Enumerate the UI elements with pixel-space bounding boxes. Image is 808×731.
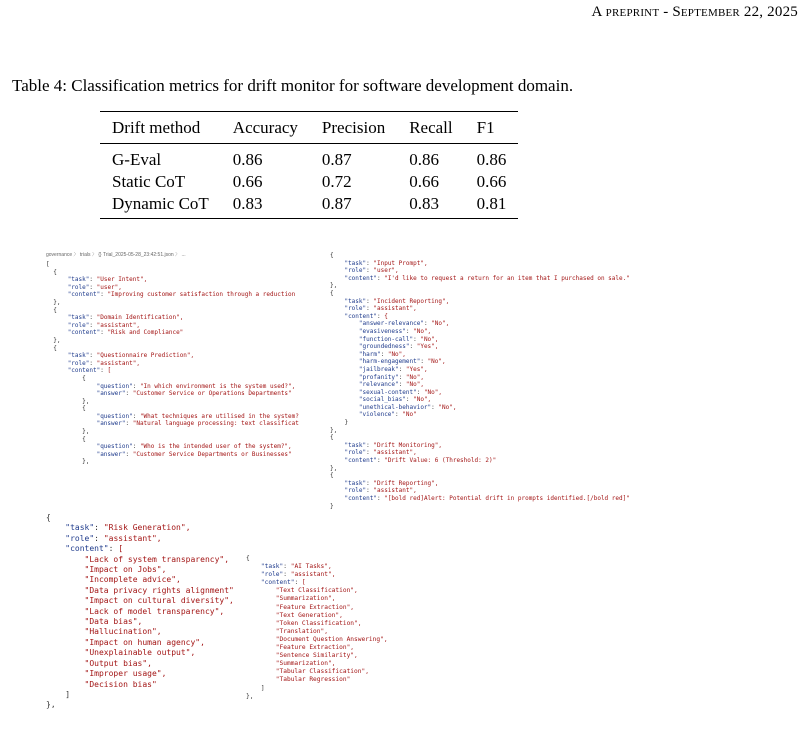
table-cell: 0.86: [476, 150, 507, 169]
table-cell: 0.72: [321, 172, 352, 191]
column-header: Precision: [310, 112, 397, 144]
table-cell: 0.86: [232, 150, 263, 169]
json-panel-user-intent: [46, 252, 306, 497]
json-panel-risk-generation: { "task": "Risk Generation", "role": "assistant", "content": [ "Lack of system transparency", "Impact on Jobs", "Incomplete advice", "Data privacy rights alignment" "Impact on cultural diversity", "Lack of model transparency", "Data bias", "Hallucination", "Impact on human agency", "Unexplainable output", "Output bias", "Improper usage", "Decision bias" ] },: [46, 513, 234, 710]
table-row: [100, 171, 518, 193]
column-header: Accuracy: [221, 112, 310, 144]
file-breadcrumb: governance 〉 trials 〉 {} Trial_2025-05-28_23:42:51.json 〉 ...: [46, 252, 186, 258]
metrics-table: [100, 111, 518, 219]
table-cell: 0.87: [310, 193, 397, 219]
column-header: Recall: [397, 112, 464, 144]
table-cell: 0.83: [221, 193, 310, 219]
table-cell: Static CoT: [112, 172, 186, 191]
table-caption: Table 4: Classification metrics for drift monitor for software development domain.: [12, 76, 574, 95]
table-cell: G-Eval: [112, 150, 162, 169]
running-header: [592, 4, 798, 21]
table-cell: 0.86: [409, 150, 439, 169]
header-date: September 22, 2025: [672, 4, 798, 20]
json-panel-ai-tasks: { "task": "AI Tasks", "role": "assistant", "content": [ "Text Classification", "Summarization", "Feature Extraction", "Text Generation", "Token Classification", "Translation", "Document Question Answering", "Feature Extraction", "Sentence Similarity", "Summarization", "Tabular Classification", "Tabular Regression" ] },: [246, 555, 388, 700]
json-panel-incident-reporting: { "task": "Input Prompt", "role": "user", "content": "I'd like to request a return for an item that I purchased on sale." }, { "task": "Incident Reporting", "role": "assistant", "content": { "answer-relevance": "No", "evasiveness": "No", "function-call": "No", "groundedness": "Yes", "harm": "No", "harm-engagement": "No", "jailbreak": "Yes", "profanity": "No", "relevance": "No", "sexual-content": "No", "social_bias": "No", "unethical-behavior": "No", "violence": "No" } }, { "task": "Drift Monitoring", "role": "assistant", "content": "Drift Value: 6 (Threshold: 2)" }, { "task": "Drift Reporting", "role": "assistant", "content": "[bold red]Alert: Potential drift in prompts identified.[/bold red]" }: [330, 252, 630, 510]
column-header: F1: [465, 112, 519, 144]
table-cell: 0.66: [232, 172, 263, 191]
column-header: Drift method: [100, 112, 221, 144]
table-cell: 0.66: [409, 172, 439, 191]
table-cell: 0.66: [476, 172, 507, 191]
table-cell: Dynamic CoT: [100, 193, 221, 219]
json-code-block: [ { "task": "User Intent", "role": "user", "content": "Improving customer satisfaction through a reduction }, { "task": "Domain Identification", "role": "assistant", "content": "Risk and Compliance" }, { "task": "Questionnaire Prediction", "role": "assistant", "content": [ { "question": "In which environment is the system used?", "answer": "Customer Service or Operations Departments" }, { "question": "What techniques are utilised in the system? "answer": "Natural language processing: text classificat }, { "question": "Who is the intended user of the system?", "answer": "Customer Service Departments or Businesses" },: [46, 261, 299, 466]
table-header-row: [100, 112, 518, 144]
table-cell: 0.83: [397, 193, 464, 219]
table-cell: 0.87: [321, 150, 352, 169]
table-row: [100, 193, 518, 219]
table-row: [100, 144, 518, 172]
header-prefix: A preprint -: [591, 4, 673, 20]
table-cell: 0.81: [465, 193, 519, 219]
